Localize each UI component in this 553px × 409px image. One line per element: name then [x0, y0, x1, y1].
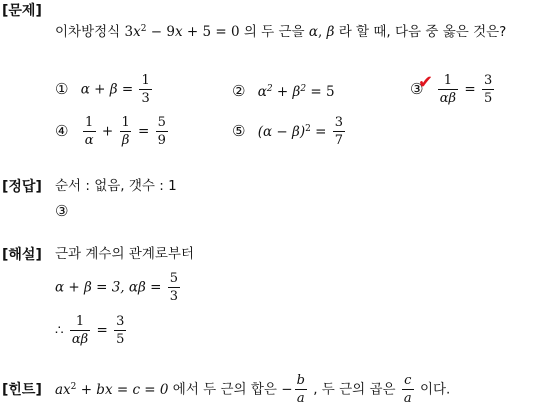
answer-meta: 순서 : 없음, 갯수 : 1 [55, 178, 177, 194]
question-label: [문제] [2, 3, 42, 19]
solution-label: [해설] [2, 247, 42, 263]
solution-line-1: α + β = 3, αβ = $\frac{5}{3}$ [55, 271, 178, 304]
hint-text: $ax^2$ + bx = c = 0 에서 두 근의 합은 − $\frac{b}{a}$ , 두 근의 곱은 $\frac{c}{a}$ 이다. [55, 373, 451, 406]
fraction: $\frac{1}{\alpha}$ [84, 115, 94, 148]
check-mark-icon: ✔ [418, 71, 434, 93]
fraction: $\frac{5}{3}$ [169, 271, 178, 304]
fraction: $\frac{c}{a}$ [403, 373, 412, 406]
solution-title: 근과 계수의 관계로부터 [55, 246, 194, 262]
fraction: $\frac{3}{5}$ [483, 73, 493, 106]
question-prefix: 이차방정식 [55, 24, 121, 40]
choice-3[interactable]: ③ ✔ $\frac{1}{\alpha\beta}$ = $\frac{3}{5}$ [410, 71, 493, 106]
answer-value: ③ [55, 202, 69, 220]
answer-label: [정답] [2, 179, 42, 195]
solution-line-2: ∴ $\frac{1}{\alpha\beta}$ = $\frac{3}{5}$ [55, 314, 125, 347]
beta-symbol: β [326, 24, 335, 40]
fraction: $\frac{3}{5}$ [116, 314, 125, 347]
choice-1-marker: ① [55, 79, 69, 98]
fraction: $\frac{b}{a}$ [296, 373, 305, 406]
choice-4-marker: ④ [55, 121, 69, 140]
choice-2[interactable]: ② $\alpha^2 + \beta^2 = 5$ [232, 82, 335, 100]
alpha-symbol: α [308, 24, 319, 40]
fraction: $\frac{5}{9}$ [157, 115, 166, 148]
choice-5[interactable]: ⑤ $(\alpha - \beta)^2$ = $\frac{3}{7}$ [232, 115, 344, 148]
choice-1[interactable]: ① α + β = $\frac{1}{3}$ [55, 73, 150, 106]
question-suffix: 라 할 때, 다음 중 옳은 것은? [338, 24, 507, 40]
choice-2-marker: ② [232, 82, 246, 100]
fraction: $\frac{1}{\beta}$ [121, 115, 130, 148]
hint-label: [힌트] [2, 382, 42, 398]
question-mid: 의 두 근을 [243, 24, 305, 40]
fraction: $\frac{3}{7}$ [334, 115, 344, 148]
choice-4[interactable]: ④ $\frac{1}{\alpha}$ + $\frac{1}{\beta}$ = $\frac{5}{9}$ [55, 115, 166, 148]
equation: $3x^2 - 9x + 5 = 0$ [124, 24, 240, 40]
fraction: $\frac{1}{\alpha\beta}$ [71, 314, 89, 347]
choice-5-marker: ⑤ [232, 121, 246, 140]
fraction: $\frac{1}{3}$ [141, 73, 150, 106]
fraction: $\frac{1}{\alpha\beta}$ [439, 73, 457, 106]
choice-3-marker: ③ ✔ [410, 71, 434, 98]
question-text: 이차방정식 $3x^2 - 9x + 5 = 0$ 의 두 근을 α, β 라 할 때, 다음 중 옳은 것은? [55, 24, 507, 40]
